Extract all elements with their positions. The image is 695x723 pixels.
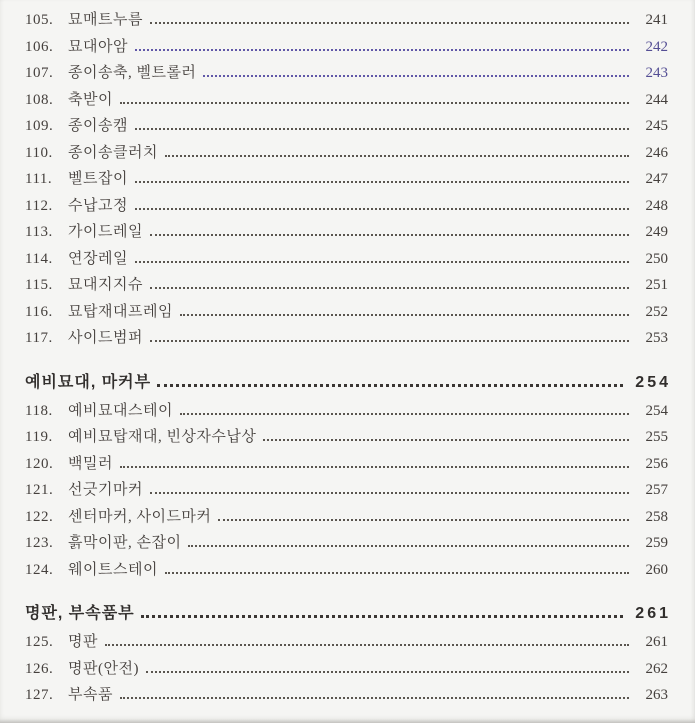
toc-entry — [25, 451, 668, 478]
toc-section-header — [25, 599, 671, 629]
dot-leader — [180, 413, 629, 415]
toc-entry-page: 248 — [645, 197, 668, 214]
dot-leader — [120, 697, 629, 699]
toc-entry-page: 259 — [645, 535, 668, 551]
dot-leader — [150, 340, 629, 342]
dot-leader — [150, 287, 629, 289]
toc-entry — [25, 246, 668, 273]
dot-leader — [146, 671, 629, 673]
toc-section — [25, 368, 671, 584]
dot-leader — [150, 492, 629, 494]
toc-entry-title: 묘탑재대프레임 — [68, 303, 173, 320]
toc-section — [25, 7, 668, 352]
toc-entry — [25, 113, 668, 140]
toc-entry-page: 253 — [645, 330, 668, 346]
toc-entry — [25, 398, 668, 425]
toc-entry-number: 127. — [25, 687, 54, 703]
toc-entry-number: 106. — [25, 38, 54, 55]
toc-entry — [25, 272, 668, 299]
toc-entry — [25, 60, 668, 87]
toc-entry — [25, 193, 668, 220]
toc-entry-title: 명판(안전) — [68, 660, 139, 677]
toc-section-title: 명판, 부속품부 — [25, 605, 135, 622]
toc-entry-title: 예비묘대스테이 — [68, 402, 173, 419]
toc-entry-title: 수납고정 — [68, 197, 128, 214]
toc-entry — [25, 424, 668, 451]
toc-section-title: 예비묘대, 마커부 — [25, 373, 152, 391]
toc-entry-page: 261 — [645, 634, 668, 650]
dot-leader — [120, 466, 629, 468]
toc-entry — [25, 682, 668, 709]
dot-leader — [135, 181, 629, 183]
toc-entry-title: 선긋기마커 — [68, 482, 143, 498]
toc-entry-page: 251 — [645, 277, 668, 293]
toc-entry-title: 사이드범퍼 — [68, 330, 143, 346]
toc-entry-title: 센터마커, 사이드마커 — [68, 508, 212, 525]
toc-entry-number: 119. — [25, 429, 53, 445]
toc-entry-title: 가이드레일 — [68, 224, 143, 240]
toc-entry-title: 백밀러 — [68, 455, 113, 472]
toc-entry — [25, 140, 668, 167]
toc-entry-title: 묘매트누름 — [68, 12, 143, 28]
dot-leader — [150, 22, 629, 24]
toc-entry-page: 257 — [645, 482, 668, 498]
dot-leader — [135, 128, 629, 130]
toc-entry — [25, 629, 668, 656]
table-of-contents — [25, 7, 671, 709]
dot-leader — [120, 102, 629, 104]
toc-entry-number: 117. — [25, 330, 53, 346]
toc-entry-page: 255 — [645, 429, 668, 445]
toc-entry — [25, 34, 668, 61]
toc-entry-page: 260 — [645, 561, 668, 578]
toc-entry-page: 252 — [645, 303, 668, 320]
toc-entry-title: 웨이트스테이 — [68, 561, 158, 578]
dot-leader — [165, 572, 629, 574]
toc-entry-page: 247 — [645, 171, 668, 187]
toc-entry-title: 종이송클러치 — [68, 144, 158, 161]
toc-entry-number: 108. — [25, 91, 54, 108]
toc-entry-number: 124. — [25, 561, 54, 578]
dot-leader — [188, 545, 629, 547]
toc-entry — [25, 557, 668, 584]
toc-entry-number: 122. — [25, 508, 54, 525]
toc-entry — [25, 477, 668, 504]
toc-entry-number: 120. — [25, 455, 54, 472]
toc-entry-page: 244 — [645, 91, 668, 108]
toc-entry-number: 125. — [25, 634, 54, 650]
toc-entry-page: 249 — [645, 224, 668, 240]
dot-leader — [135, 49, 629, 51]
dot-leader — [135, 261, 629, 263]
toc-entry-title: 종이송축, 벨트롤러 — [68, 65, 197, 81]
toc-section-page: 254 — [635, 373, 671, 391]
toc-entry-number: 118. — [25, 402, 53, 419]
toc-entry-number: 116. — [25, 303, 53, 320]
toc-entry-number: 113. — [25, 224, 53, 240]
toc-entry-number: 123. — [25, 535, 54, 551]
dot-leader — [203, 75, 629, 77]
toc-entry-title: 부속품 — [68, 687, 113, 703]
toc-entry-page: 254 — [645, 402, 668, 419]
toc-entry-page: 241 — [645, 12, 668, 28]
toc-entry-page: 258 — [645, 508, 668, 525]
toc-entry-title: 축받이 — [68, 91, 113, 108]
toc-entry-page: 245 — [645, 118, 668, 134]
toc-entry-page: 262 — [645, 660, 668, 677]
toc-entry-page: 256 — [645, 455, 668, 472]
toc-entry — [25, 325, 668, 352]
toc-entry-title: 묘대지지슈 — [68, 277, 143, 293]
toc-entry-page: 246 — [645, 144, 668, 161]
dot-leader — [150, 234, 629, 236]
dot-leader — [218, 519, 629, 521]
toc-section — [25, 599, 671, 709]
dot-leader — [263, 439, 629, 441]
toc-entry-number: 111. — [25, 171, 53, 187]
toc-entry-page: 243 — [645, 65, 668, 81]
dot-leader-bold — [157, 384, 623, 387]
toc-section-page: 261 — [635, 605, 671, 622]
toc-entry — [25, 87, 668, 114]
toc-entry-title: 벨트잡이 — [68, 171, 128, 187]
toc-entry-number: 126. — [25, 660, 54, 677]
toc-entry — [25, 219, 668, 246]
dot-leader — [105, 644, 629, 646]
toc-entry-title: 예비묘탑재대, 빈상자수납상 — [68, 429, 257, 445]
toc-entry — [25, 656, 668, 683]
toc-entry-title: 종이송캠 — [68, 118, 128, 134]
toc-entry-page: 250 — [645, 250, 668, 267]
toc-entry-number: 115. — [25, 277, 53, 293]
toc-entry — [25, 299, 668, 326]
toc-entry-title: 묘대아암 — [68, 38, 128, 55]
toc-entry — [25, 166, 668, 193]
toc-entry-number: 110. — [25, 144, 53, 161]
dot-leader-bold — [141, 615, 623, 618]
toc-entry-title: 연장레일 — [68, 250, 128, 267]
toc-entry-title: 명판 — [68, 634, 98, 650]
dot-leader — [135, 208, 629, 210]
toc-entry-number: 114. — [25, 250, 53, 267]
toc-entry-number: 107. — [25, 65, 54, 81]
toc-entry-title: 흙막이판, 손잡이 — [68, 535, 182, 551]
dot-leader — [180, 314, 629, 316]
toc-entry-page: 242 — [645, 38, 668, 55]
toc-entry-page: 263 — [645, 687, 668, 703]
toc-section-header — [25, 368, 671, 398]
toc-entry — [25, 504, 668, 531]
toc-entry-number: 109. — [25, 118, 54, 134]
toc-entry-number: 121. — [25, 482, 54, 498]
toc-entry — [25, 530, 668, 557]
toc-entry-number: 105. — [25, 12, 54, 28]
dot-leader — [165, 155, 629, 157]
toc-entry-number: 112. — [25, 197, 53, 214]
toc-entry — [25, 7, 668, 34]
